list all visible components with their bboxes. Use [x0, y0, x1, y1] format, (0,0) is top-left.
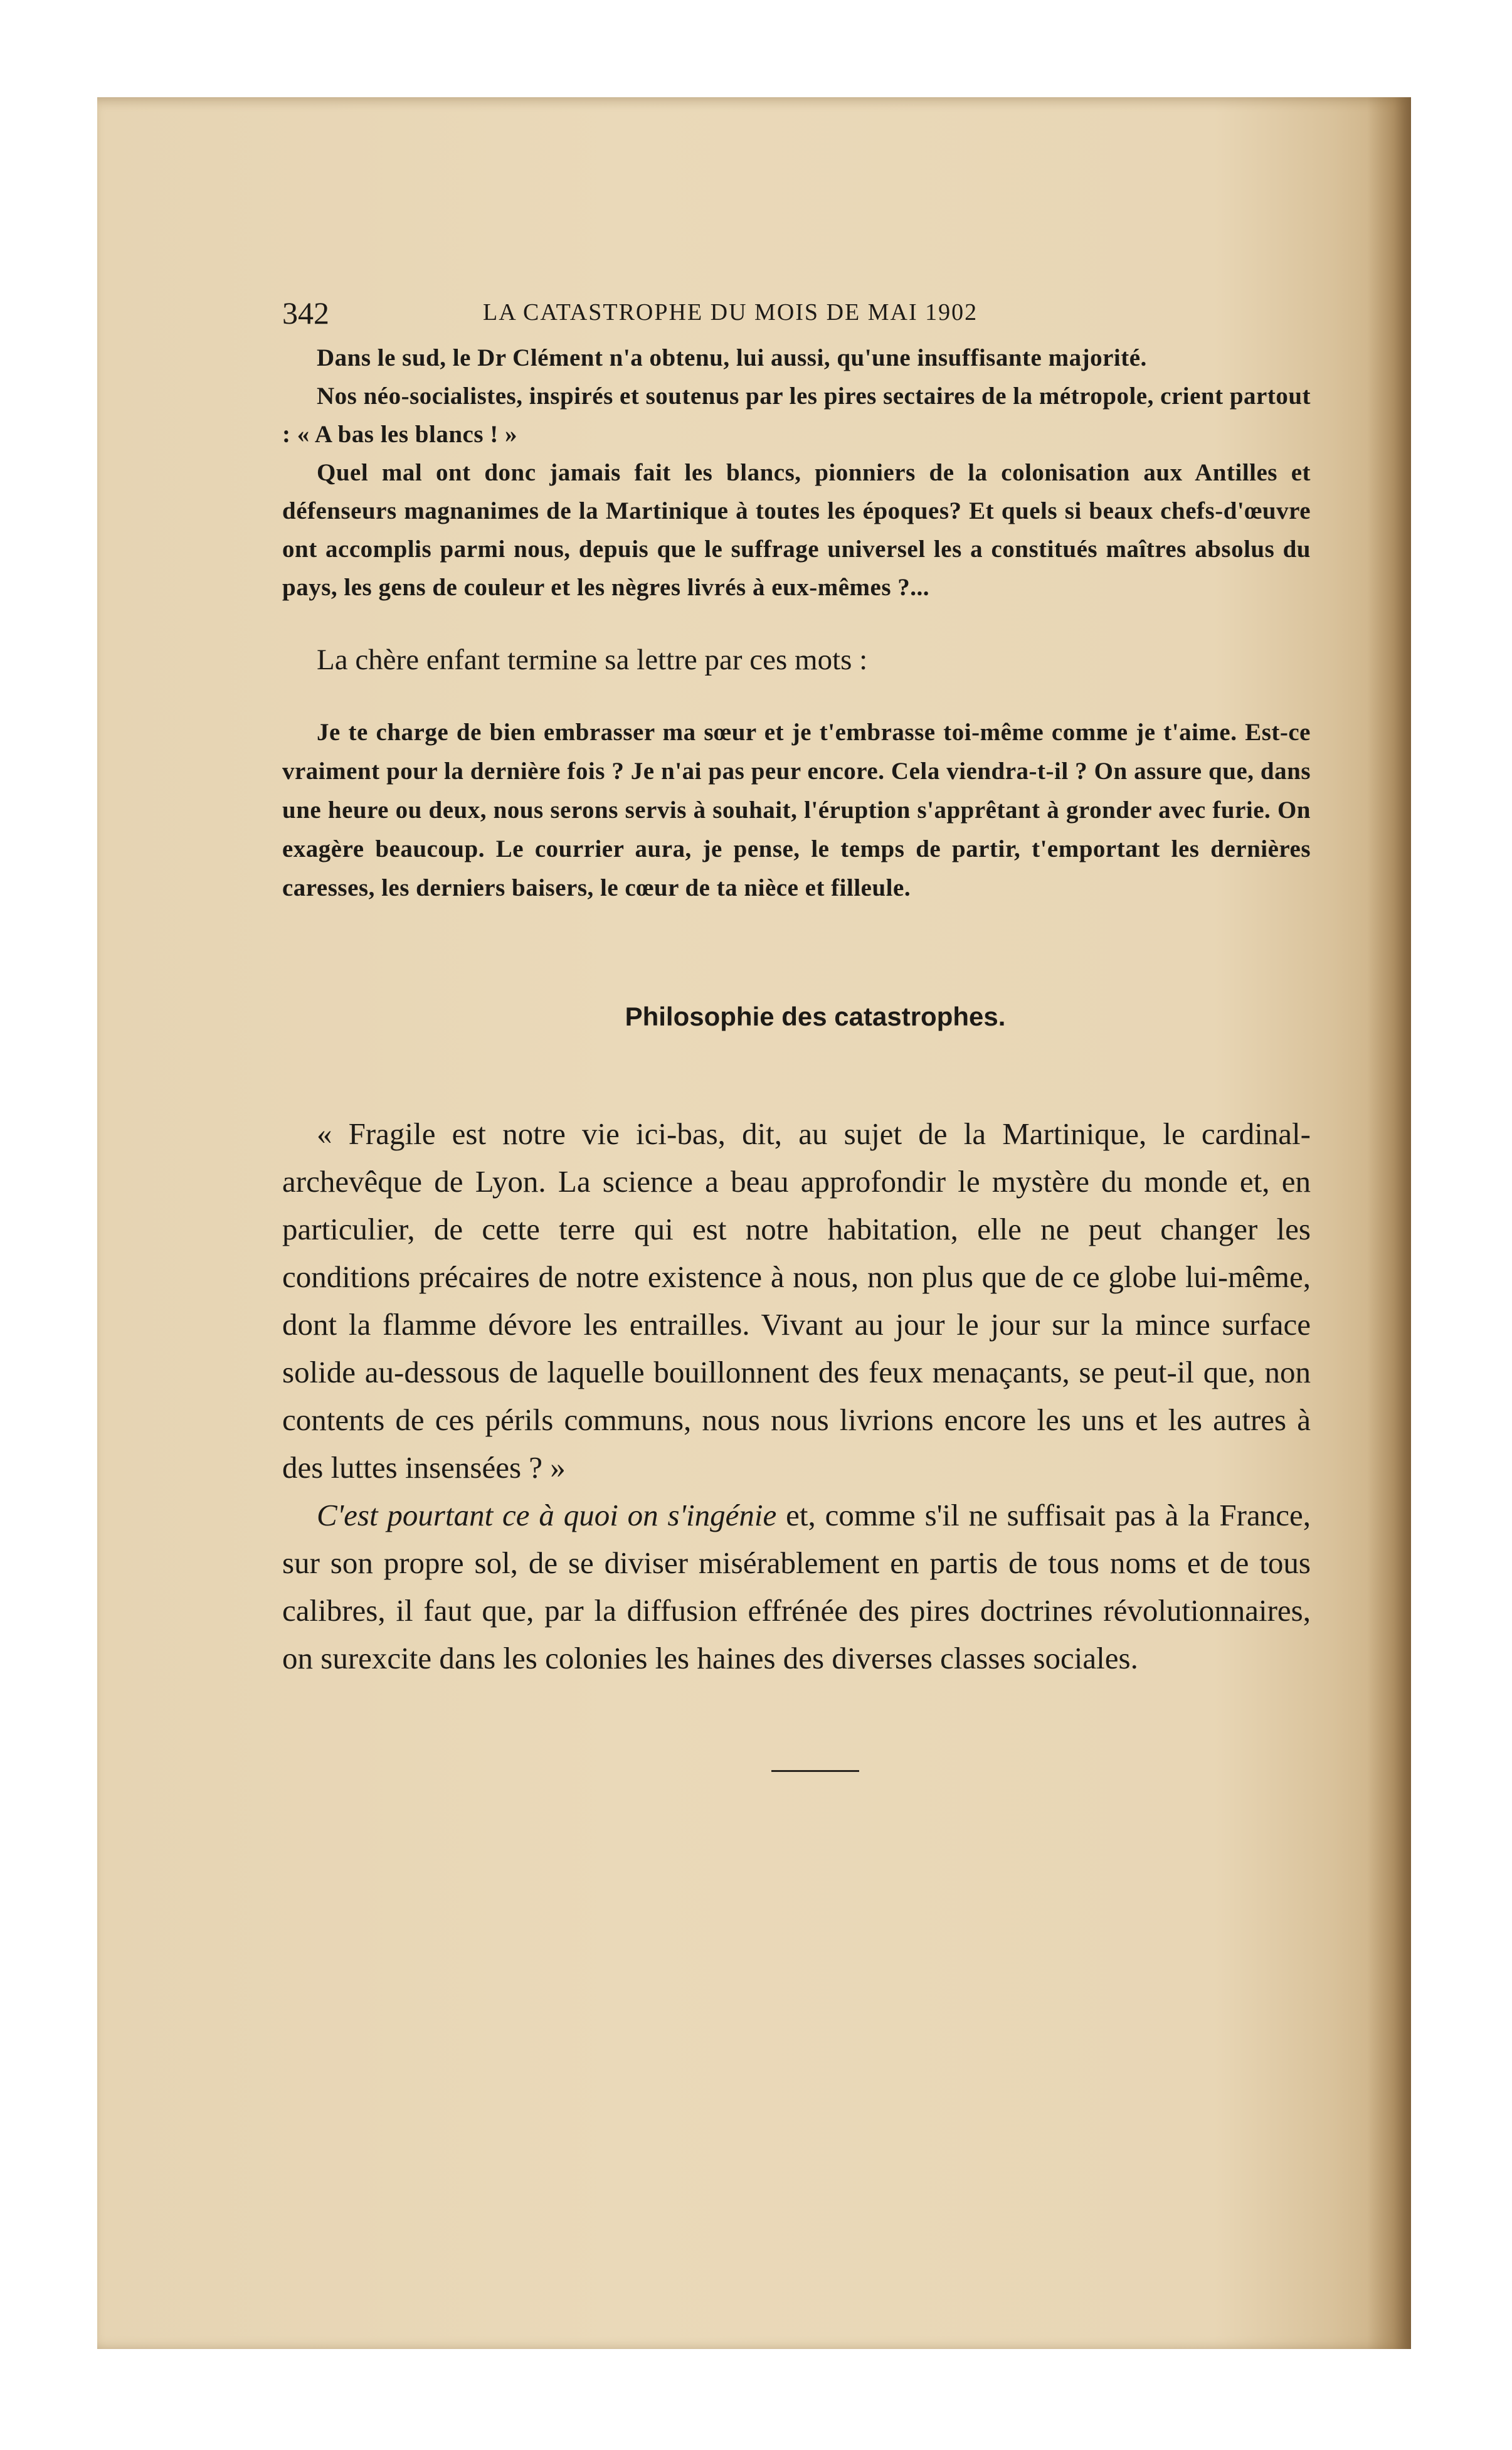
page-content — [282, 295, 1311, 1772]
body-text — [282, 1110, 1311, 1682]
body-paragraph: « Fragile est notre vie ici-bas, dit, au sujet de la Martinique, le cardinal-archevêque de Lyon. La science a beau approfondir le mystère du monde et, en particulier, de cette terre qui est notre habitation, elle ne peut changer les conditions précaires de notre existence à nous, non plus que de ce globe lui-même, dont la flamme dévore les entrailles. Vivant au jour le jour sur la mince surface solide au-dessous de laquelle bouillonnent des feux menaçants, se peut-il que, non contents de ces périls communs, nous nous livrions encore les uns et les autres à des luttes insensées ? » — [282, 1116, 1311, 1485]
intro-line: La chère enfant termine sa lettre par ces mots : — [317, 644, 868, 676]
quoted-paragraph: Nos néo-socialistes, inspirés et soutenus par les pires sectaires de la métropole, crient partout : « A bas les blancs ! » — [282, 383, 1311, 448]
running-title: LA CATASTROPHE DU MOIS DE MAI 1902 — [483, 299, 978, 326]
page-edge-shadow — [1367, 97, 1411, 2349]
italic-phrase: C'est pourtant ce à quoi on s'ingénie — [317, 1498, 777, 1532]
page-number: 342 — [282, 295, 329, 331]
section-divider — [771, 1770, 859, 1772]
section-heading: Philosophie des catastrophes. — [625, 1002, 1006, 1031]
quoted-paragraph: Quel mal ont donc jamais fait les blancs, pionniers de la colonisation aux Antilles et défenseurs magnanimes de la Martinique à toutes les époques? Et quels si beaux chefs-d'œuvre ont accomplis parmi nous, depuis que le suffrage universel les a constitués maîtres absolus du pays, les gens de couleur et les nègres livrés à eux-mêmes ?... — [282, 459, 1311, 601]
body-paragraph-rest: et, comme s'il ne suffisait pas à la France, sur son propre sol, de se diviser misérablement en partis de tous noms et de tous calibres, il faut que, par la diffusion effrénée des pires doctrines révolutionnaires, on surexcite dans les colonies les haines des diverses classes sociales. — [282, 1498, 1311, 1675]
running-head — [282, 295, 1311, 339]
letter-excerpt — [282, 713, 1311, 908]
body-paragraph — [282, 1492, 1311, 1682]
quoted-paragraph: Dans le sud, le Dr Clément n'a obtenu, lui aussi, qu'une insuffisante majorité. — [317, 344, 1147, 371]
letter-paragraph: Je te charge de bien embrasser ma sœur et je t'embrasse toi-même comme je t'aime. Est-ce vraiment pour la dernière fois ? Je n'ai pas peur encore. Cela viendra-t-il ? On assure que, dans une heure ou deux, nous serons servis à souhait, l'éruption s'apprêtant à gronder avec furie. On exagère beaucoup. Le courrier aura, je pense, le temps de partir, t'emportant les dernières caresses, les derniers baisers, le cœur de ta nièce et filleule. — [282, 719, 1311, 901]
quoted-passage — [282, 339, 1311, 607]
